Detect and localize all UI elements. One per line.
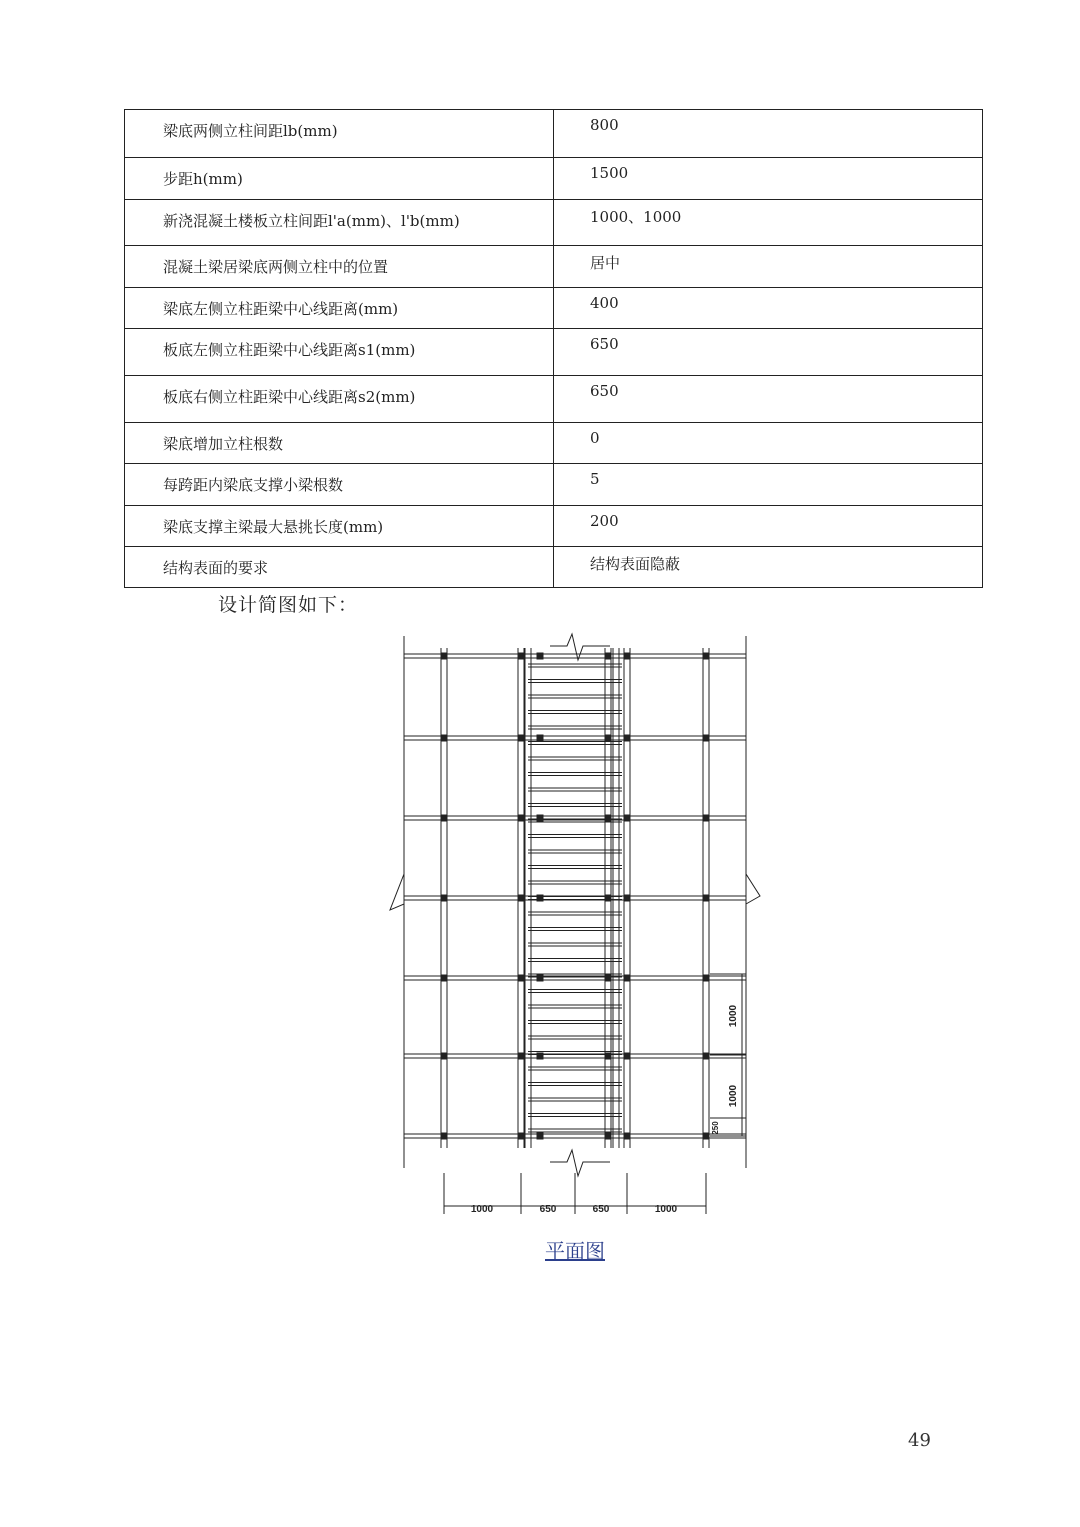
- param-label: 新浇混凝土楼板立柱间距l'a(mm)、l'b(mm): [163, 212, 460, 230]
- table-row: [125, 200, 983, 246]
- figure-caption[interactable]: 平面图: [545, 1239, 605, 1263]
- post-marker: [441, 735, 447, 741]
- param-label: 梁底增加立柱根数: [163, 435, 284, 453]
- post-marker: [624, 735, 630, 741]
- dim-label: 1000: [728, 1084, 739, 1108]
- param-label: 梁底两侧立柱间距lb(mm): [163, 122, 338, 140]
- post-marker: [518, 1053, 524, 1059]
- post-marker: [605, 653, 611, 659]
- param-value: 400: [590, 294, 619, 312]
- table-row: [125, 506, 983, 547]
- param-label: 梁底支撑主梁最大悬挑长度(mm): [163, 518, 384, 536]
- post-marker: [703, 815, 709, 821]
- break-marks: [390, 634, 760, 1176]
- post-marker: [624, 653, 630, 659]
- table-row: [125, 423, 983, 464]
- table-row: [125, 547, 983, 588]
- post-marker: [703, 653, 709, 659]
- top-break-mark: [550, 634, 610, 660]
- dim-label: 1000: [654, 1204, 678, 1215]
- param-label: 板底左侧立柱距梁中心线距离s1(mm): [163, 341, 416, 359]
- post-marker: [703, 1133, 709, 1139]
- post-marker: [441, 653, 447, 659]
- post-marker: [518, 653, 524, 659]
- param-value: 650: [590, 382, 619, 400]
- post-marker: [624, 1053, 630, 1059]
- intro-text: 设计简图如下：: [218, 594, 359, 616]
- post-marker: [537, 735, 543, 741]
- dim-label: 1000: [728, 1004, 739, 1028]
- post-marker: [518, 735, 524, 741]
- param-value: 0: [590, 429, 600, 447]
- post-marker: [605, 1133, 611, 1139]
- post-marker: [624, 895, 630, 901]
- param-label: 板底右侧立柱距梁中心线距离s2(mm): [163, 388, 416, 406]
- param-value: 5: [590, 470, 600, 488]
- post-marker: [518, 815, 524, 821]
- param-label: 每跨距内梁底支撑小梁根数: [163, 476, 344, 494]
- dim-label: 650: [592, 1204, 610, 1215]
- post-marker: [518, 895, 524, 901]
- post-marker: [605, 895, 611, 901]
- right-break-mark: [746, 874, 760, 938]
- table-row: [125, 246, 983, 288]
- post-marker: [518, 975, 524, 981]
- param-label: 结构表面的要求: [163, 559, 269, 577]
- post-marker: [537, 1053, 543, 1059]
- post-marker: [703, 895, 709, 901]
- support-grid: [404, 636, 746, 1168]
- bottom-break-mark: [550, 1150, 610, 1176]
- post-marker: [605, 815, 611, 821]
- plan-drawing: [380, 628, 770, 1218]
- page-number: 49: [908, 1430, 931, 1451]
- post-marker: [624, 1133, 630, 1139]
- param-value: 200: [590, 512, 619, 530]
- param-value: 1000、1000: [590, 208, 682, 226]
- post-marker: [605, 975, 611, 981]
- post-marker: [703, 735, 709, 741]
- post-marker: [518, 1133, 524, 1139]
- dim-label: 650: [539, 1204, 557, 1215]
- param-value: 800: [590, 116, 619, 134]
- dimension-lines: [444, 974, 746, 1214]
- post-marker: [605, 1053, 611, 1059]
- post-marker: [537, 1133, 543, 1139]
- post-marker: [537, 653, 543, 659]
- post-marker: [537, 895, 543, 901]
- dim-label: 1000: [470, 1204, 494, 1215]
- param-label: 混凝土梁居梁底两侧立柱中的位置: [163, 258, 389, 276]
- post-marker: [441, 895, 447, 901]
- param-value: 居中: [590, 254, 621, 272]
- param-label: 步距h(mm): [163, 170, 243, 188]
- post-marker: [441, 975, 447, 981]
- table-row: [125, 464, 983, 506]
- param-label: 梁底左侧立柱距梁中心线距离(mm): [163, 300, 399, 318]
- post-marker: [441, 1133, 447, 1139]
- post-marker: [537, 975, 543, 981]
- table-row: [125, 288, 983, 329]
- parameter-table: [124, 109, 983, 588]
- post-marker: [703, 975, 709, 981]
- param-value: 1500: [590, 164, 629, 182]
- post-marker: [441, 1053, 447, 1059]
- table-row: [125, 158, 983, 200]
- post-marker: [703, 1053, 709, 1059]
- post-marker: [441, 815, 447, 821]
- post-marker: [537, 815, 543, 821]
- left-break-mark: [390, 874, 404, 938]
- table-row: [125, 110, 983, 158]
- post-marker: [624, 815, 630, 821]
- param-value: 结构表面隐蔽: [590, 555, 681, 573]
- post-marker: [605, 735, 611, 741]
- post-marker: [624, 975, 630, 981]
- table-row: [125, 329, 983, 376]
- param-value: 650: [590, 335, 619, 353]
- dim-label: 250: [711, 1121, 720, 1135]
- table-row: [125, 376, 983, 423]
